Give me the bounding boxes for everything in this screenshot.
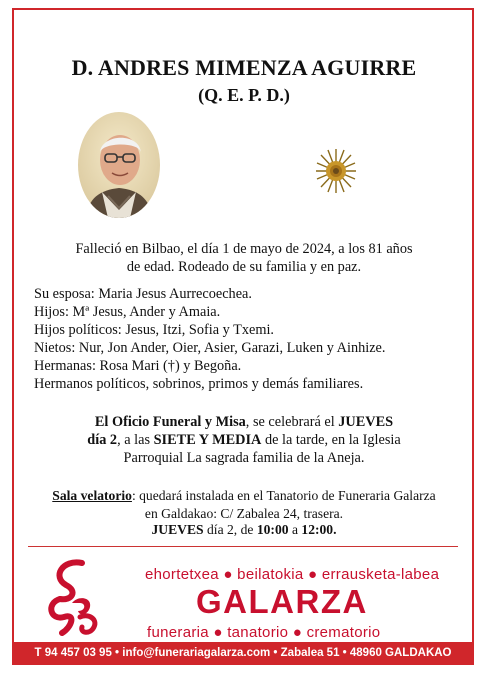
funeral-line-3: Parroquial La sagrada familia de la Aneja.: [123, 450, 365, 466]
family-children-in-law: Hijos políticos: Jesus, Itzi, Sofia y Txemi.: [34, 322, 274, 338]
thistle-flower-icon: [312, 145, 360, 197]
deceased-name: D. ANDRES MIMENZA AGUIRRE: [71, 55, 417, 80]
funeral-text: , se celebrará el: [245, 414, 339, 430]
wake-line-1: [0, 487, 488, 505]
qepd-subtitle: (Q. E. P. D.): [198, 85, 290, 105]
portrait-photo: [78, 112, 160, 218]
family-sisters: Hermanas: Rosa Mari (†) y Begoña.: [34, 358, 242, 374]
brand-name: GALARZA: [196, 583, 368, 620]
family-children: Hijos: Mª Jesus, Ander y Amaia.: [34, 304, 221, 320]
wake-from: 10:00: [256, 522, 289, 537]
funeral-line-2: [0, 431, 488, 449]
funeral-day: JUEVES: [338, 414, 394, 430]
family-others: Hermanos políticos, sobrinos, primos y demás familiares.: [34, 376, 364, 392]
wake-label: Sala velatorio: [52, 488, 132, 503]
brand-tagline-bottom: funeraria ● tanatorio ● crematorio: [147, 624, 381, 641]
wake-day: JUEVES: [151, 522, 204, 537]
funeral-line-1: [0, 413, 488, 431]
funeral-date: día 2: [87, 432, 118, 448]
divider: [28, 546, 458, 547]
wake-text: día 2, de: [203, 522, 257, 537]
wake-text: a: [288, 522, 302, 537]
wake-line-2: en Galdakao: C/ Zabalea 24, trasera.: [144, 506, 344, 521]
funeral-text: de la tarde, en la Iglesia: [261, 432, 401, 448]
brand-tagline-top: ehortetxea ● beilatokia ● errausketa-labea: [145, 566, 440, 583]
funeral-time: SIETE Y MEDIA: [153, 432, 262, 448]
death-line-1: Falleció en Bilbao, el día 1 de mayo de 2024, a los 81 años: [75, 241, 413, 257]
wake-to: 12:00.: [301, 522, 337, 537]
family-spouse: Su esposa: Maria Jesus Aurrecoechea.: [34, 286, 252, 302]
galarza-logo-icon: [42, 555, 104, 641]
death-line-2: de edad. Rodeado de su familia y en paz.: [126, 259, 362, 275]
funeral-text: , a las: [117, 432, 154, 448]
footer-contact: T 94 457 03 95 • info@funerariagalarza.com • Zabalea 51 • 48960 GALDAKAO: [12, 642, 474, 665]
wake-line-3: [0, 521, 488, 539]
funeral-title: El Oficio Funeral y Misa: [94, 414, 246, 430]
wake-text: : quedará instalada en el Tanatorio de Funeraria Galarza: [131, 488, 436, 503]
family-grandchildren: Nietos: Nur, Jon Ander, Oier, Asier, Garazi, Luken y Ainhize.: [34, 340, 386, 356]
